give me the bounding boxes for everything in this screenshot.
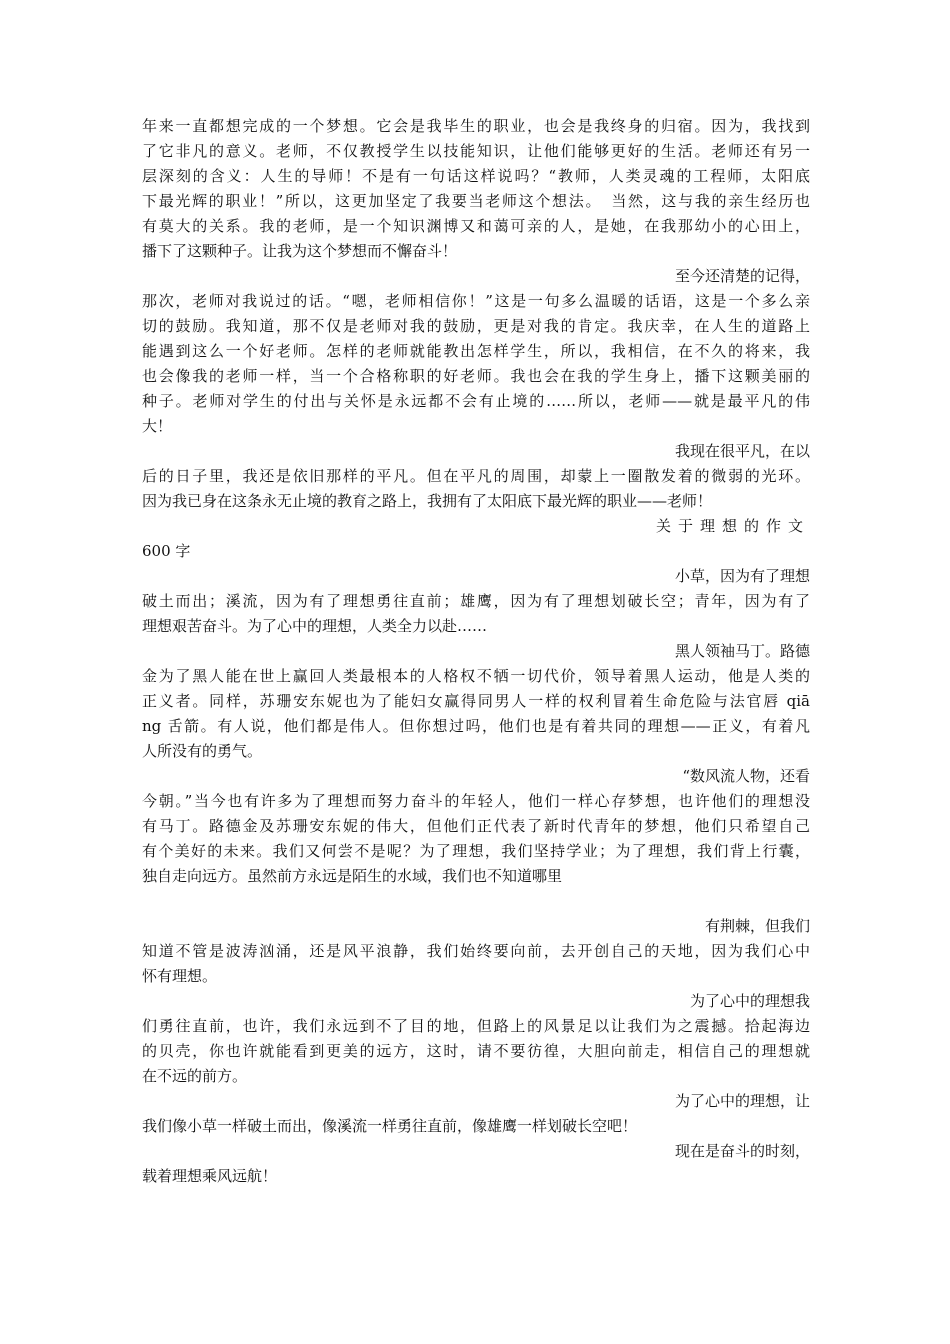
text-line: 为了心中的理想，让 <box>674 1092 810 1110</box>
text-line: 的贝壳，你也许就能看到更美的远方，这时，请不要彷徨，大胆向前走，相信自己的理想就 <box>142 1042 810 1060</box>
text-line: 载着理想乘风远航！ <box>142 1167 278 1185</box>
text-line: ng 舌箭。有人说，他们都是伟人。但你想过吗，他们也是有着共同的理想——正义，有着凡 <box>142 717 810 735</box>
text-line: 黑人领袖马丁。路德 <box>674 642 810 660</box>
text-line: 下最光辉的职业！”所以，这更加坚定了我要当老师这个想法。 当然，这与我的亲生经历也 <box>142 192 810 210</box>
text-line: 正义者。同样，苏珊安东妮也为了能妇女赢得同男人一样的权利冒着生命危险与法官唇 qiā <box>142 692 810 710</box>
text-line: 能遇到这么一个好老师。怎样的老师就能教出怎样学生，所以，我相信，在不久的将来，我 <box>142 342 810 360</box>
text-line: 为了心中的理想我 <box>689 992 810 1010</box>
text-line: 破土而出；溪流，因为有了理想勇往直前；雄鹰，因为有了理想划破长空；青年，因为有了 <box>142 592 810 610</box>
text-line: 播下了这颗种子。让我为这个梦想而不懈奋斗！ <box>142 242 458 260</box>
text-line: 独自走向远方。虽然前方永远是陌生的水域，我们也不知道哪里 <box>142 867 563 885</box>
text-line: 理想艰苦奋斗。为了心中的理想，人类全力以赴…… <box>142 617 488 635</box>
text-line: 有个美好的未来。我们又何尝不是呢？为了理想，我们坚持学业；为了理想，我们背上行囊， <box>142 842 810 860</box>
text-line: 后的日子里，我还是依旧那样的平凡。但在平凡的周围，却蒙上一圈散发着的微弱的光环。 <box>142 467 810 485</box>
text-line: 切的鼓励。我知道，那不仅是老师对我的鼓励，更是对我的肯定。我庆幸，在人生的道路上 <box>142 317 810 335</box>
text-line: 们勇往直前，也许，我们永远到不了目的地，但路上的风景足以让我们为之震撼。拾起海边 <box>142 1017 810 1035</box>
text-line: 现在是奋斗的时刻， <box>674 1142 810 1160</box>
document-body <box>142 114 810 1189</box>
text-line: 有莫大的关系。我的老师，是一个知识渊博又和蔼可亲的人，是她，在我那幼小的心田上， <box>142 217 810 235</box>
text-line: 有荆棘，但我们 <box>704 917 810 935</box>
text-line: 那次，老师对我说过的话。“嗯，老师相信你！”这是一句多么温暖的话语，这是一个多么亲 <box>142 292 810 310</box>
text-line: 有马丁。路德金及苏珊安东妮的伟大，但他们正代表了新时代青年的梦想，他们只希望自己 <box>142 817 810 835</box>
text-line: 金为了黑人能在世上赢回人类最根本的人格权不牺一切代价，领导着黑人运动，他是人类的 <box>142 667 810 685</box>
text-line: 层深刻的含义：人生的导师！不是有一句话这样说吗？“教师，人类灵魂的工程师，太阳底 <box>142 167 810 185</box>
text-line: 年来一直都想完成的一个梦想。它会是我毕生的职业，也会是我终身的归宿。因为，我找到 <box>142 117 810 135</box>
section-heading: 关于理想的作文 <box>655 517 810 535</box>
blank-line <box>142 889 810 914</box>
text-line: 今朝。”当今也有许多为了理想而努力奋斗的年轻人，他们一样心存梦想，也许他们的理想没 <box>142 792 810 810</box>
text-line: 怀有理想。 <box>142 967 218 985</box>
text-line: 至今还清楚的记得， <box>674 267 810 285</box>
text-line: 我现在很平凡，在以 <box>674 442 810 460</box>
text-line: 小草，因为有了理想 <box>674 567 810 585</box>
text-line: 在不远的前方。 <box>142 1067 248 1085</box>
text-line: 知道不管是波涛汹涌，还是风平浪静，我们始终要向前，去开创自己的天地，因为我们心中 <box>142 942 810 960</box>
text-line: 了它非凡的意义。老师，不仅教授学生以技能知识，让他们能够更好的生活。老师还有另一 <box>142 142 810 160</box>
text-line: “数风流人物，还看 <box>682 767 810 785</box>
text-line: 大！ <box>142 417 173 435</box>
text-line: 我们像小草一样破土而出，像溪流一样勇往直前，像雄鹰一样划破长空吧！ <box>142 1117 638 1135</box>
section-heading-cont: 600 字 <box>142 542 191 560</box>
text-line: 也会像我的老师一样，当一个合格称职的好老师。我也会在我的学生身上，播下这颗美丽的 <box>142 367 810 385</box>
text-line: 种子。老师对学生的付出与关怀是永远都不会有止境的……所以，老师——就是最平凡的伟 <box>142 392 810 410</box>
text-line: 人所没有的勇气。 <box>142 742 263 760</box>
text-line: 因为我已身在这条永无止境的教育之路上，我拥有了太阳底下最光辉的职业——老师！ <box>142 492 713 510</box>
